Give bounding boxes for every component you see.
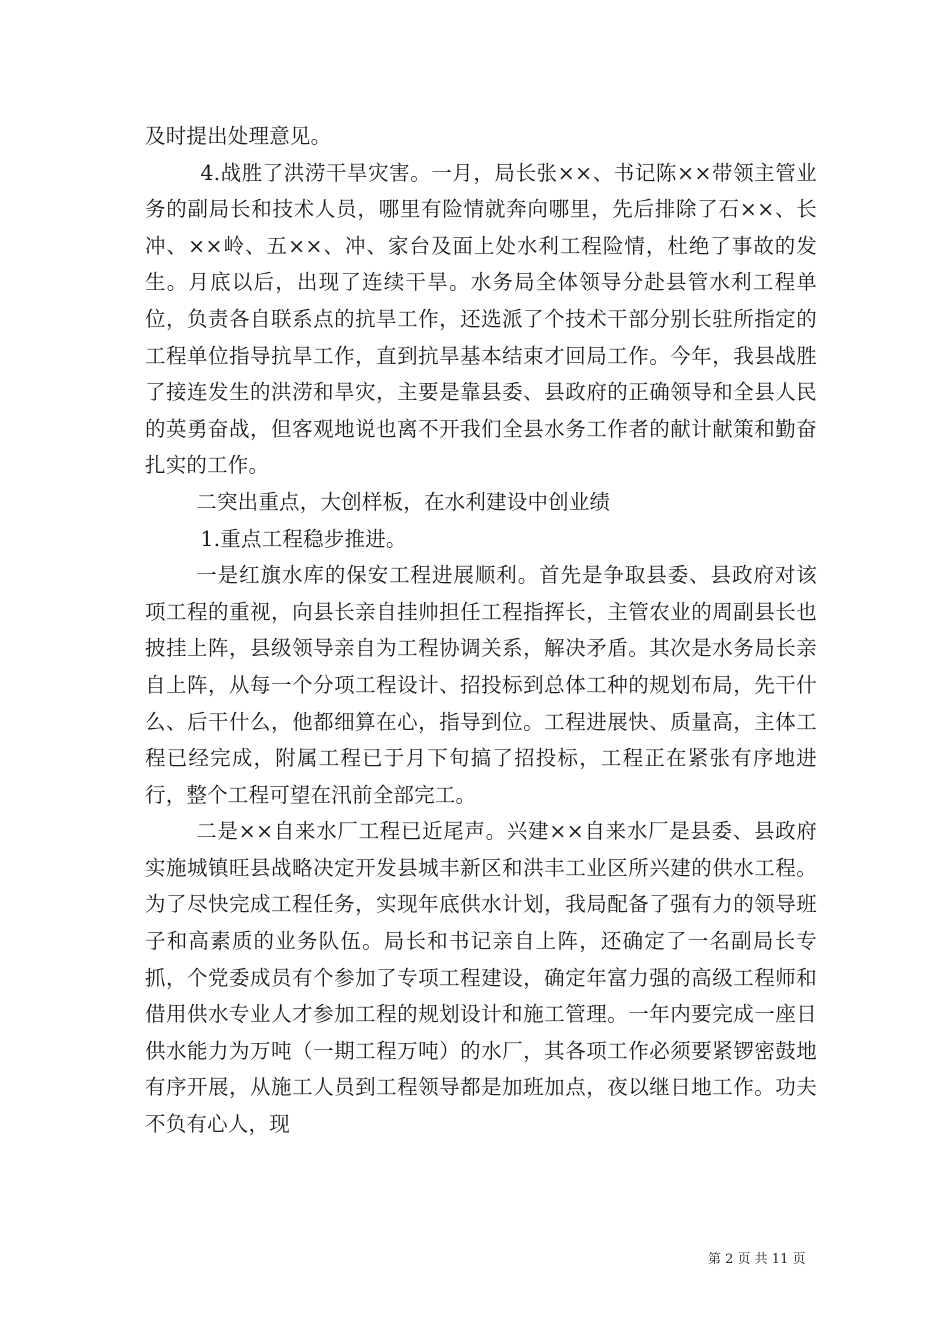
paragraph-continuation: 及时提出处理意见。 — [145, 124, 332, 148]
document-body — [145, 118, 817, 1143]
page-number-footer: 第 2 页 共 11 页 — [708, 1252, 806, 1267]
paragraph-flood-drought: 4.战胜了洪涝干旱灾害。一月，局长张××、书记陈××带领主管业务的副局长和技术人员，哪里有险情就奔向哪里，先后排除了石××、长冲、××岭、五××、冲、家台及面上处水利工程险情，杜绝了事故的发生。月底以后，出现了连续干旱。水务局全体领导分赴县管水利工程单位，负责各自联系点的抗旱工作，还选派了个技术干部分别长驻所指定的工程单位指导抗旱工作，直到抗旱基本结束才回局工作。今年，我县战胜了接连发生的洪涝和旱灾，主要是靠县委、县政府的正确领导和全县人民的英勇奋战，但客观地说也离不开我们全县水务工作者的献计献策和勤奋扎实的工作。 — [145, 160, 817, 478]
paragraph-water-plant: 二是××自来水厂工程已近尾声。兴建××自来水厂是县委、县政府实施城镇旺县战略决定开发县城丰新区和洪丰工业区所兴建的供水工程。为了尽快完成工程任务，实现年底供水计划，我局配备了强有力的领导班子和高素质的业务队伍。局长和书记亲自上阵，还确定了一名副局长专抓，个党委成员有个参加了专项工程建设，确定年富力强的高级工程师和借用供水专业人才参加工程的规划设计和施工管理。一年内要完成一座日供水能力为万吨（一期工程万吨）的水厂，其各项工作必须要紧锣密鼓地有序开展，从施工人员到工程领导都是加班加点，夜以继日地工作。功夫不负有心人，现 — [145, 819, 817, 1137]
paragraph-hongqi-reservoir: 一是红旗水库的保安工程进展顺利。首先是争取县委、县政府对该项工程的重视，向县长亲自挂帅担任工程指挥长，主管农业的周副县长也披挂上阵，县级领导亲自为工程协调关系，解决矛盾。其次是水务局长亲自上阵，从每一个分项工程设计、招投标到总体工种的规划布局，先干什么、后干什么，他都细算在心，指导到位。工程进展快、质量高，主体工程已经完成，附属工程已于月下旬搞了招投标，工程正在紧张有序地进行，整个工程可望在汛前全部完工。 — [145, 563, 817, 807]
subheading-key-projects: 1.重点工程稳步推进。 — [200, 526, 407, 551]
section-heading-2: 二突出重点，大创样板，在水利建设中创业绩 — [196, 489, 611, 514]
